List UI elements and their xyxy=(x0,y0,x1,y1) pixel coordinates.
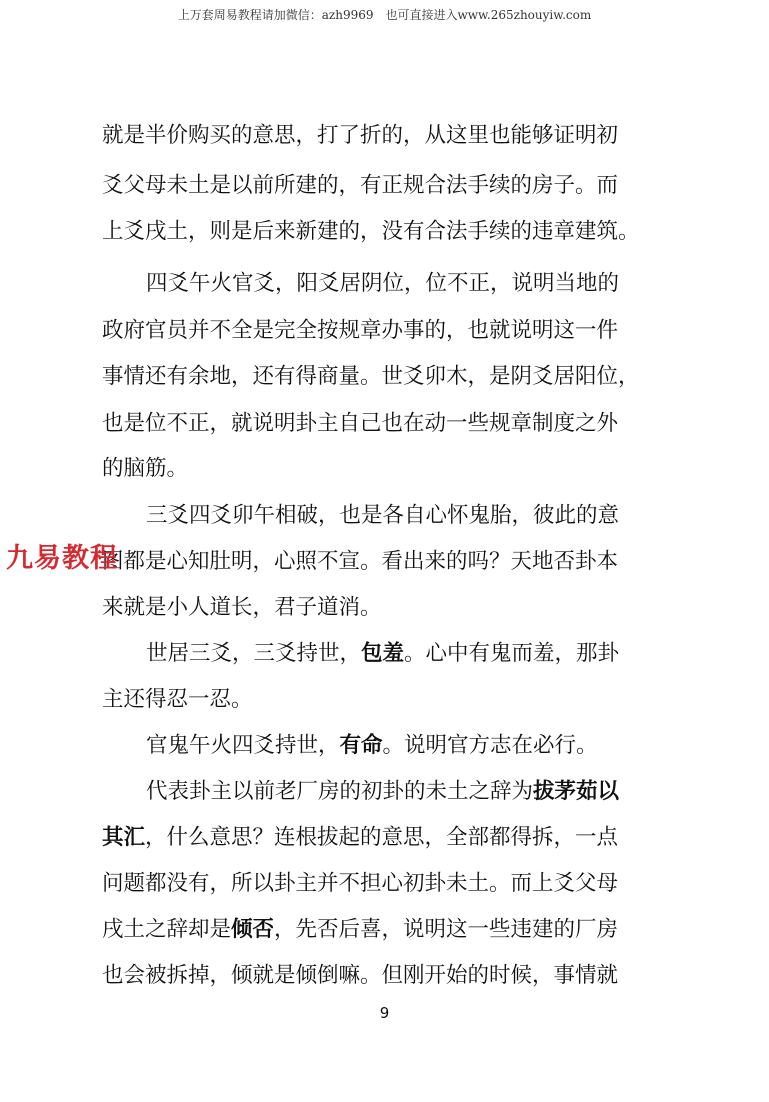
text-line-4: 四爻午火官爻，阳爻居阴位，位不正，说明当地的 xyxy=(146,271,620,296)
text-line-10: 图都是心知肚明，心照不宣。看出来的吗？天地否卦本 xyxy=(102,549,619,574)
text-line-14: 官鬼午火四爻持世，有命。说明官方志在必行。 xyxy=(146,733,598,758)
watermark-logo: 九易教程 xyxy=(6,543,118,574)
emphasis-text: 包羞 xyxy=(361,641,405,666)
text-line-1: 就是半价购买的意思，打了折的，从这里也能够证明初 xyxy=(102,123,619,148)
page-number: 9 xyxy=(379,1004,390,1022)
emphasis-text: 有命 xyxy=(339,733,383,758)
text-line-15: 代表卦主以前老厂房的初卦的未土之辞为拔茅茹以 xyxy=(146,779,620,804)
text-line-11: 来就是小人道长，君子道消。 xyxy=(102,595,382,620)
emphasis-text: 拔茅茹以 xyxy=(533,779,620,804)
emphasis-text: 其汇 xyxy=(102,825,146,850)
text-line-7: 也是位不正，就说明卦主自己也在动一些规章制度之外 xyxy=(102,411,619,436)
page-header: 上万套周易教程请加微信：azh9969 也可直接进入www.265zhouyiw.com xyxy=(177,8,592,22)
text-line-3: 上爻戌土，则是后来新建的，没有合法手续的违章建筑。 xyxy=(102,219,640,244)
text-line-18: 戌土之辞却是倾否，先否后喜，说明这一些违建的厂房 xyxy=(102,917,619,942)
text-line-6: 事情还有余地，还有得商量。世爻卯木，是阴爻居阳位， xyxy=(102,364,640,389)
emphasis-text: 倾否 xyxy=(231,917,275,942)
text-line-8: 的脑筋。 xyxy=(102,456,189,481)
text-line-5: 政府官员并不全是完全按规章办事的，也就说明这一件 xyxy=(102,318,619,343)
text-line-2: 爻父母未土是以前所建的，有正规合法手续的房子。而 xyxy=(102,173,619,198)
text-line-12: 世居三爻，三爻持世，包羞。心中有鬼而羞，那卦 xyxy=(146,641,620,666)
text-line-9: 三爻四爻卯午相破，也是各自心怀鬼胎，彼此的意 xyxy=(146,503,620,528)
text-line-17: 问题都没有，所以卦主并不担心初卦未土。而上爻父母 xyxy=(102,871,619,896)
text-line-19: 也会被拆掉，倾就是倾倒嘛。但刚开始的时候，事情就 xyxy=(102,963,619,988)
text-line-13: 主还得忍一忍。 xyxy=(102,687,253,712)
text-line-16: 其汇，什么意思？连根拔起的意思，全部都得拆，一点 xyxy=(102,825,619,850)
